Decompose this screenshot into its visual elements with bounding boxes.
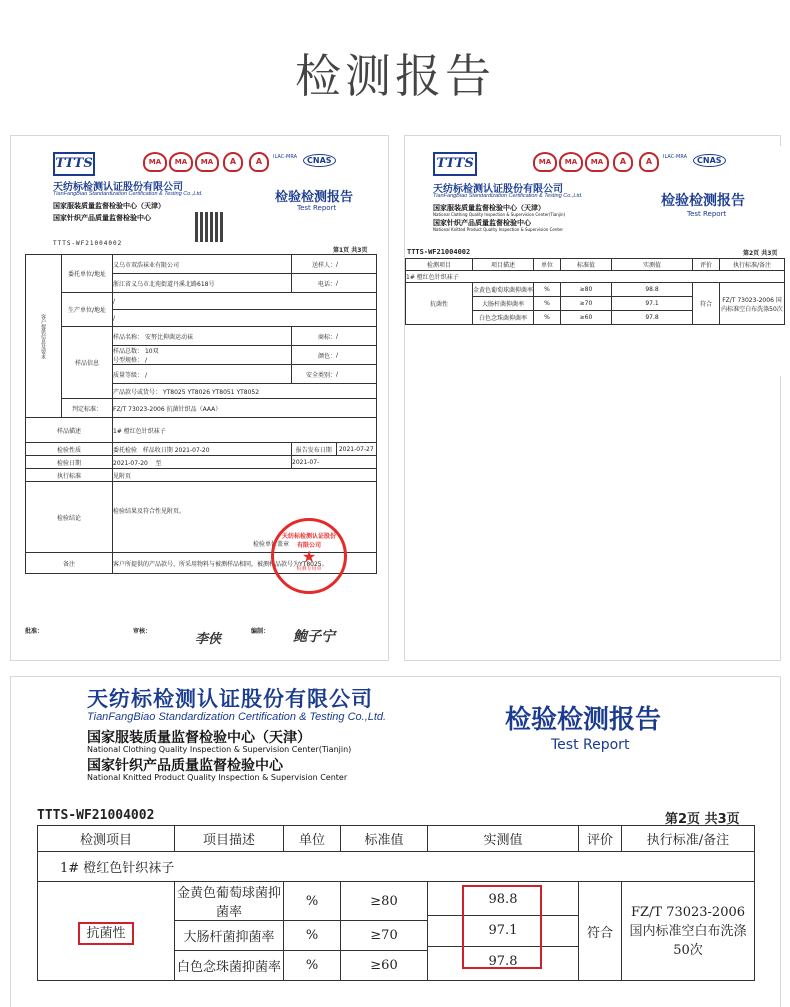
- col-header: 实测值: [612, 259, 693, 271]
- col-header: 评价: [693, 259, 720, 271]
- company-name: 天纺标检测认证股份有限公司: [433, 184, 563, 195]
- client-label: 委托单位/地址: [62, 255, 113, 293]
- value-cell: 98.8: [612, 283, 693, 297]
- value-cell: 97.1: [428, 915, 578, 946]
- unit-cell: %: [534, 297, 561, 311]
- ttts-logo: TTTS: [433, 152, 477, 176]
- standard-value: FZ/T 73023-2006 抗菌针织品（AAA）: [113, 405, 222, 413]
- article-label: 产品款号或货号：: [113, 388, 162, 396]
- item-cell: 抗菌性: [78, 922, 133, 945]
- producer-value: /: [113, 297, 116, 305]
- desc-cell: 白色念珠菌抑菌率: [175, 951, 284, 981]
- company-name: 天纺标检测认证股份有限公司: [87, 687, 373, 711]
- unit-cell: %: [284, 951, 341, 981]
- desc-cell: 白色念珠菌抑菌率: [473, 311, 534, 325]
- cert-marks: [533, 152, 778, 172]
- value-cell: 97.8: [612, 311, 693, 325]
- center1-name-en: National Clothing Quality Inspection & Supervision Center(Tianjin): [87, 745, 352, 754]
- col-header: 标准值: [561, 259, 612, 271]
- report-page-2-panel: [404, 135, 781, 661]
- sample-name-label: 样品名称：: [113, 333, 144, 341]
- test-date-label: 检验日期: [26, 456, 113, 469]
- evaluation-cell: 符合: [579, 882, 622, 981]
- exec-label: 执行标准: [26, 469, 113, 482]
- report-title-en: Test Report: [551, 737, 630, 753]
- cma-mark-icon: MA: [169, 152, 193, 172]
- model-value: /: [144, 357, 147, 364]
- remark-value: 客户所提供的产品款号、所采用物料与被测样品相同，被测样品款号为YT8025。: [113, 560, 328, 568]
- quality-value: /: [144, 371, 147, 379]
- report-number: TTTS-WF21004002: [407, 248, 471, 256]
- sample-name: 安努比抑菌运动袜: [144, 333, 193, 341]
- qr-code: [195, 212, 225, 242]
- unit-cell: %: [284, 921, 341, 951]
- test-type-label: 检验性质: [26, 443, 113, 456]
- cert-marks: [143, 152, 375, 172]
- report-number: TTTS-WF21004002: [37, 808, 155, 823]
- results-table-small: [405, 258, 785, 325]
- value-cell: 98.8: [488, 892, 518, 907]
- col-header: 单位: [534, 259, 561, 271]
- phone-label: 电话：: [317, 280, 336, 288]
- center2-name-en: National Knitted Product Quality Inspection & Supervision Center: [87, 773, 348, 782]
- desc-value: 1# 橙红色针织袜子: [113, 427, 166, 435]
- test-date-from: 2021-07-20: [113, 459, 148, 467]
- col-header-desc: 项目描述: [175, 826, 284, 852]
- stamp-star-icon: ★: [301, 547, 317, 566]
- remark-cell: FZ/T 73023-2006 国内标准空白布洗涤50次: [720, 283, 785, 325]
- conclusion-value: 检验结果及符合性见附页。: [113, 508, 186, 515]
- sample-info-label: 样品信息: [62, 327, 113, 399]
- review-signature: 李侠: [195, 632, 222, 647]
- receive-date: 2021-07-20: [174, 446, 210, 454]
- approve-label: 批准：: [25, 628, 44, 635]
- desc-cell: 金黄色葡萄球菌抑菌率: [175, 882, 284, 921]
- client-address: 浙江省义乌市北苑街道丹溪北路618号: [113, 280, 215, 288]
- phone-value: /: [336, 279, 339, 287]
- unit-cell: %: [534, 283, 561, 297]
- client-name: 义乌市双浩袜业有限公司: [113, 261, 180, 269]
- receive-label: 样品收日期: [142, 446, 173, 454]
- center2-name: 国家针织产品质量监督检验中心: [87, 758, 283, 774]
- page-title: 检测报告: [295, 49, 495, 103]
- standard-cell: ≥60: [341, 951, 428, 981]
- col-header: 项目描述: [473, 259, 534, 271]
- cal-mark-icon: A: [223, 152, 243, 172]
- desc-cell: 金黄色葡萄球菌抑菌率: [473, 283, 534, 297]
- report-page-2-zoom-panel: [10, 676, 781, 1007]
- report-page-1-panel: [10, 135, 389, 661]
- report-title: 检验检测报告: [275, 190, 354, 205]
- desc-cell: 大肠杆菌抑菌率: [175, 921, 284, 951]
- ttts-logo: TTTS: [53, 152, 95, 176]
- trademark-label: 商标：: [317, 333, 336, 341]
- cma-mark-icon: MA: [533, 152, 557, 172]
- cma-mark-icon: MA: [559, 152, 583, 172]
- center1-name-en: National Clothing Quality Inspection & Supervision Center(Tianjin): [433, 212, 566, 217]
- report-title-en: Test Report: [297, 204, 337, 212]
- col-header: 执行标准/备注: [720, 259, 785, 271]
- page-indicator: 第2页 共3页: [665, 812, 740, 827]
- sample-row: 1# 橙红色针织袜子: [406, 271, 785, 283]
- test-type-value: 委托检验: [113, 446, 138, 454]
- cnas-mark-icon: CNAS: [693, 154, 726, 167]
- page-indicator: 第1页 共3页: [333, 247, 368, 254]
- standard-label: 判定标准：: [62, 399, 113, 418]
- model-label: 号型规格：: [113, 357, 144, 364]
- test-date-to: 2021-07-: [292, 458, 320, 466]
- unit-stamp-label: 检验单位盖章: [253, 541, 290, 548]
- col-header-remark: 执行标准/备注: [622, 826, 755, 852]
- evaluation-cell: 符合: [693, 283, 720, 325]
- producer-label: 生产单位/地址: [62, 293, 113, 327]
- issue-label: 报告发布日期: [292, 443, 337, 456]
- sample-count-label: 样品总数：: [113, 348, 144, 355]
- sample-row: 1# 橙红色针织袜子: [38, 852, 755, 882]
- center2-name: 国家针织产品质量监督检验中心: [433, 219, 531, 227]
- signature-row: [25, 624, 377, 647]
- col-header-value: 实测值: [428, 826, 579, 852]
- value-cell: 97.1: [612, 297, 693, 311]
- ilac-mark-icon: ILAC-MRA: [663, 154, 688, 160]
- ilac-mark-icon: ILAC-MRA: [273, 154, 298, 160]
- safety-label: 安全类别：: [305, 371, 336, 379]
- desc-label: 样品描述: [26, 418, 113, 443]
- cma-mark-icon: MA: [585, 152, 609, 172]
- cal-mark-icon: A: [249, 152, 269, 172]
- company-name-en: TianFangBiao Standardization Certification & Testing Co.,Ltd.: [53, 191, 203, 197]
- company-name-en: TianFangBiao Standardization Certification & Testing Co.,Ltd.: [87, 711, 387, 723]
- col-header: 检测项目: [406, 259, 473, 271]
- cma-mark-icon: MA: [143, 152, 167, 172]
- standard-cell: ≥70: [561, 297, 612, 311]
- standard-cell: ≥80: [561, 283, 612, 297]
- center1-name: 国家服装质量监督检验中心（天津）: [53, 202, 165, 210]
- item-cell: 抗菌性: [406, 283, 473, 325]
- results-table: [37, 825, 755, 981]
- col-header-standard: 标准值: [341, 826, 428, 852]
- cal-mark-icon: A: [613, 152, 633, 172]
- conclusion-label: 检验结论: [26, 482, 113, 553]
- trademark-value: /: [336, 332, 339, 340]
- contact-value: /: [336, 260, 339, 268]
- company-name-en: TianFangBiao Standardization Certification & Testing Co.,Ltd.: [433, 193, 583, 199]
- stamp-subtext: 检测专用章: [296, 566, 322, 572]
- cnas-mark-icon: CNAS: [303, 154, 336, 167]
- color-value: /: [336, 351, 339, 359]
- value-cell: 97.8: [428, 946, 578, 977]
- contact-label: 送样人：: [311, 261, 336, 269]
- center2-name-en: National Knitted Product Quality Inspection & Supervision Center: [433, 227, 564, 232]
- cma-mark-icon: MA: [195, 152, 219, 172]
- exec-value: 见附页: [113, 472, 132, 480]
- review-label: 审核：: [133, 628, 152, 635]
- test-date-to-label: 至: [155, 459, 162, 467]
- producer-value-2: /: [113, 314, 116, 322]
- col-header-evaluation: 评价: [579, 826, 622, 852]
- standard-cell: ≥80: [341, 882, 428, 921]
- value-highlight-box: [462, 885, 542, 969]
- issue-date: 2021-07-27: [336, 443, 377, 456]
- prepare-label: 编制：: [251, 628, 270, 635]
- quality-label: 质量等级：: [113, 371, 144, 379]
- barcode-serial: TTTS-WF21004002: [53, 240, 123, 247]
- stamp-text: 天纺标检测认证股份有限公司: [281, 533, 336, 549]
- client-group-label: 客户提供信息及要求: [26, 255, 62, 418]
- page-indicator: 第2页 共3页: [743, 250, 778, 257]
- article-value: YT8025 YT8026 YT8051 YT8052: [162, 388, 260, 396]
- cal-mark-icon: A: [639, 152, 659, 172]
- standard-cell: ≥60: [561, 311, 612, 325]
- prepare-signature: 鲍子宁: [293, 629, 335, 645]
- company-name: 天纺标检测认证股份有限公司: [53, 182, 183, 193]
- unit-cell: %: [534, 311, 561, 325]
- center2-name: 国家针织产品质量监督检验中心: [53, 214, 151, 222]
- center1-name: 国家服装质量监督检验中心（天津）: [433, 204, 545, 212]
- remark-cell: FZ/T 73023-2006 国内标准空白布洗涤50次: [622, 882, 755, 981]
- report-title-en: Test Report: [687, 210, 727, 218]
- remark-label: 备注: [26, 553, 113, 574]
- unit-cell: %: [284, 882, 341, 921]
- desc-cell: 大肠杆菌抑菌率: [473, 297, 534, 311]
- official-stamp: [271, 518, 347, 594]
- report-title: 检验检测报告: [505, 705, 662, 735]
- col-header-item: 检测项目: [38, 826, 175, 852]
- sample-count: 10双: [144, 348, 159, 355]
- standard-cell: ≥70: [341, 921, 428, 951]
- safety-value: /: [336, 370, 339, 378]
- report-title: 检验检测报告: [661, 193, 745, 209]
- col-header-unit: 单位: [284, 826, 341, 852]
- color-label: 颜色：: [317, 352, 336, 360]
- center1-name: 国家服装质量监督检验中心（天津）: [87, 730, 311, 746]
